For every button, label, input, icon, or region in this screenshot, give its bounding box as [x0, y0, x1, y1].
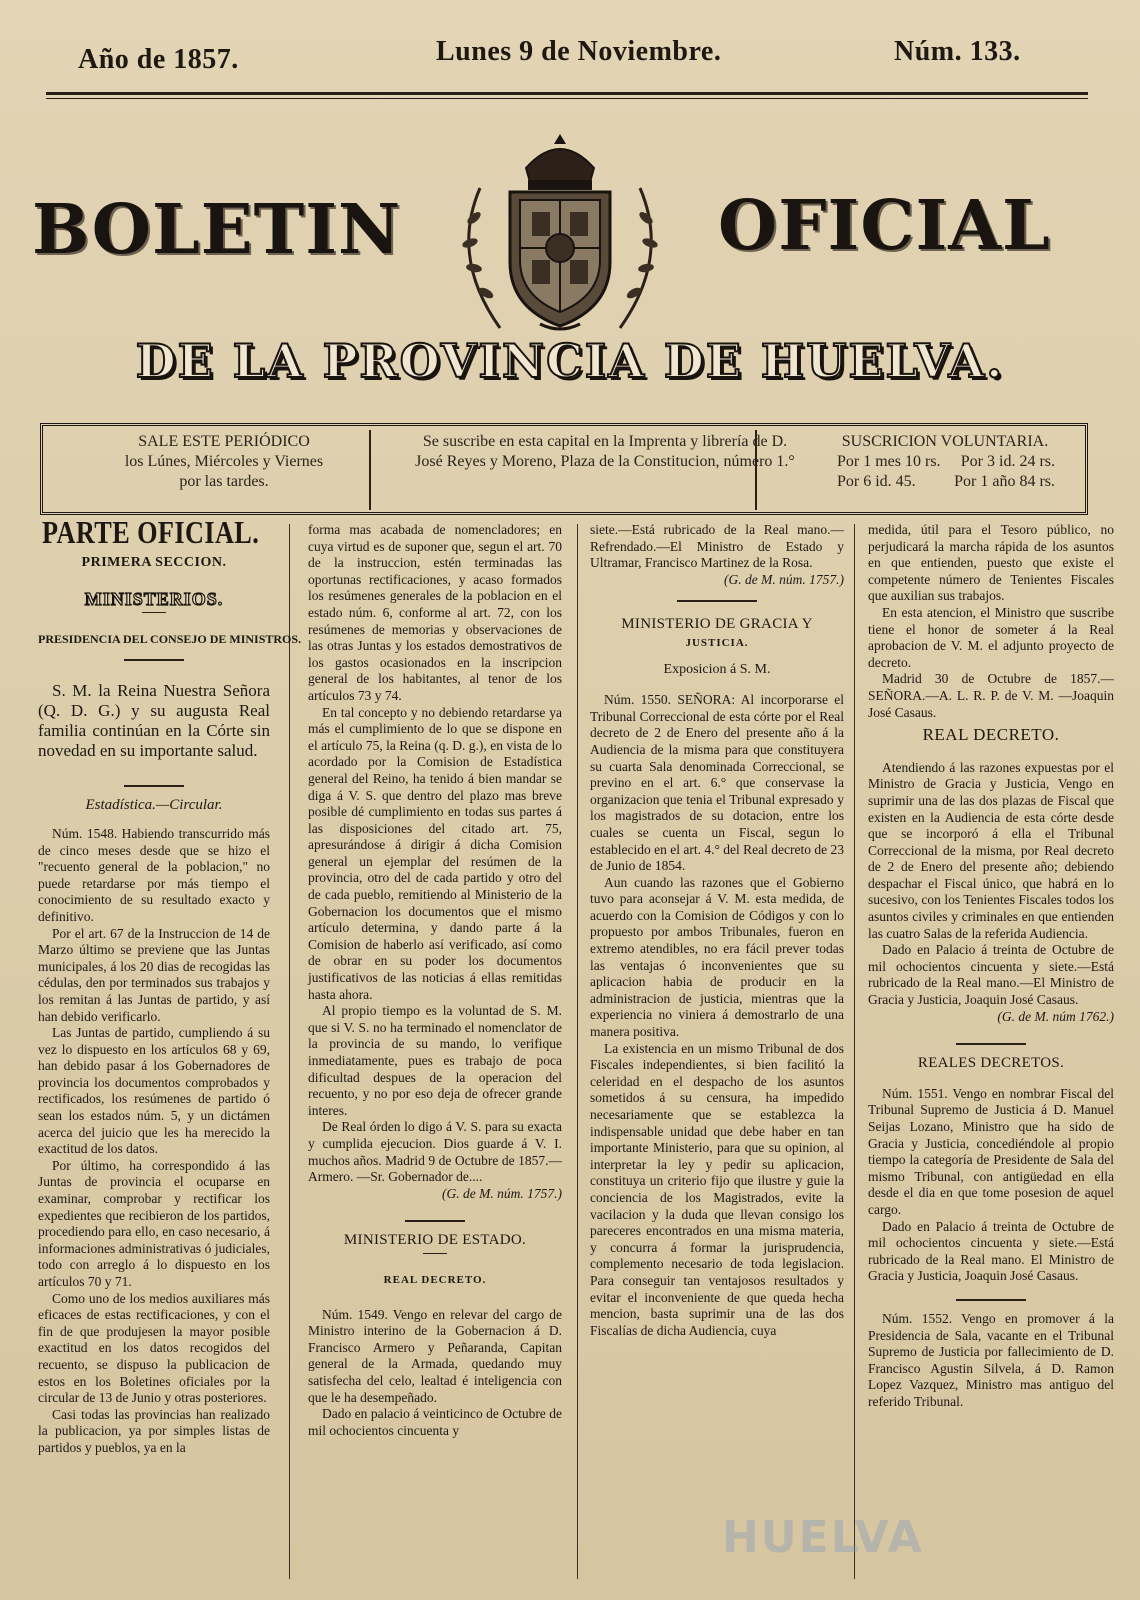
paragraph: siete.—Está rubricado de la Real mano.—Refrendado.—El Ministro de Estado y Ultramar, Francisco Martinez de la Rosa. [590, 522, 844, 571]
paragraph: forma mas acabada de nomencladores; en cuya virtud es de suponer que, segun el art. 70 de la instruccion, estén terminadas las oportunas rectificaciones, y acaso formados los resúmenes generales de la poblacion en el estado núm. 6, conforme al art. 72, con los resúmenes de memorias y observaciones de las otras Juntas y los estados demostrativos de los gastos ocasionados en la inscripcion general de los habitantes, al tenor de los artículos 73 y 74. [308, 522, 562, 703]
ministerio-estado-heading: MINISTERIO DE ESTADO. [343, 1232, 527, 1249]
royal-health-notice: S. M. la Reina Nuestra Señora (Q. D. G.) y su augusta Real familia continúan en la Córte sin novedad en su importante salud. [38, 681, 270, 761]
masthead-boletin: BOLETIN [32, 190, 402, 270]
paragraph: Aun cuando las razones que el Gobierno tuvo para aconsejar á V. M. esta medida, de acuerdo con la Comision de Códigos y con lo propuesto por ambos Tribunales, fueron en extremo atendibles, no era fácil prever todas las ventajas ó inconvenientes que su aplicacion habia de producir en la administracion de justicia, mientras que la experiencia no viniera á demostrarlo de una manera positiva. [590, 874, 844, 1040]
circular-heading: Estadística.—Circular. [85, 797, 223, 814]
paragraph: Núm. 1550. SEÑORA: Al incorporarse el Tribunal Correccional de esta córte por el Real decreto de 2 de Enero del presente año á la Audiencia de la misma para que constituyera su cuarta Sala denominada Correccional, se previno en el art. 6.° que conservase la organizacion que tenia el Tribunal expresado y los magistrados de su dotacion, entre los cuales se cuenta un Fiscal, segun lo establecido en el art. 4.° del Real decreto de 23 de Junio de 1854. [590, 692, 844, 874]
paragraph: Núm. 1548. Habiendo transcurrido más de cinco meses desde que se hizo el "recuento general de la poblacion," no puede retardarse por más tiempo el conocimiento de su resultado exacto y definitivo. [38, 825, 270, 924]
gaceta-reference: (G. de M. núm. 1757.) [724, 571, 844, 587]
paragraph: Por último, ha correspondido á las Juntas de provincia el ocuparse en examinar, comprobar y rectificar los expedientes que recibieron de los partidos, procediendo para ello, en caso necesario, á informaciones administrativas ó judiciales, todo con arreglo á lo dispuesto en los artículos 70 y 71. [38, 1157, 270, 1289]
divider [423, 1253, 447, 1254]
paragraph: Dado en Palacio á treinta de Octubre de mil ochocientos cincuenta y siete.—Está rubricado de la Real mano.—El Ministro de Gracia y Justicia, Joaquin José Casaus. [868, 942, 1114, 1008]
parte-oficial-heading: PARTE OFICIAL. [42, 514, 260, 550]
column-rule [577, 524, 578, 1579]
reales-decretos-heading: REALES DECRETOS. [917, 1055, 1065, 1072]
divider [142, 612, 166, 613]
prices-title: SUSCRICION VOLUNTARIA. [841, 433, 1049, 450]
masthead-oficial: OFICIAL [718, 186, 1051, 266]
divider [677, 600, 757, 602]
info-divider [369, 430, 371, 510]
column-2 [308, 522, 562, 1592]
paragraph: Al propio tiempo es la voluntad de S. M. que si V. S. no ha terminado el nomenclator de la provincia de su mando, lo verifique inmediatamente, pues es trabajo de poca dificultad despues de la operacion del recuento, y no por eso deja de ofrecer grande interes. [308, 1003, 562, 1118]
publication-schedule [59, 432, 389, 510]
paragraph: medida, útil para el Tesoro público, no perjudicará la marcha rápida de los asuntos en que entienden, puesto que existe el competente número de Tenientes Fiscales que auxilian sus trabajos. [868, 522, 1114, 604]
price-3-months: Por 3 id. 24 rs. [960, 453, 1055, 470]
top-rule [46, 92, 1088, 95]
divider [956, 1299, 1026, 1301]
ministerio-gracia-heading-line2: JUSTICIA. [685, 636, 749, 649]
section-heading: PRIMERA SECCION. [81, 554, 227, 570]
info-divider [755, 430, 757, 510]
schedule-title: SALE ESTE PERIÓDICO [138, 433, 310, 450]
masthead [0, 120, 1140, 410]
column-3 [590, 522, 844, 1592]
paragraph: La existencia en un mismo Tribunal de dos Fiscales independientes, si bien facilitó la celeridad en el despacho de los asuntos sometidos á su censura, ha impedido necesariamente que se establezca la indispensable unidad que debe haber en tan importante Ministerio, para que su opinion, al interpretar la ley y pedir su aplicacion, constituya un criterio fijo que ilustre y guie la conciencia de los Magistrados, evite la vacilacion y la duda que llevan consigo los pareceres encontrados en una misma materia, y concurra á formar la jurisprudencia, complemento necesario de toda legislacion. Para conseguir tan ventajosos resultados y evitar el inconveniente de que queda hecha mencion, basta suprimir una de las dos Fiscalías de dicha Audiencia, cuya [590, 1040, 844, 1338]
issue-date: Lunes 9 de Noviembre. [436, 36, 722, 67]
divider [956, 1043, 1026, 1045]
paragraph: Dado en Palacio á treinta de Octubre de mil ochocientos cincuenta y siete.—Está rubricado de la Real mano. El Ministro de Gracia y Justicia, Joaquin José Casaus. [868, 1218, 1114, 1284]
exposicion-heading: Exposicion á S. M. [663, 661, 771, 677]
price-6-months: Por 6 id. 45. [837, 473, 916, 490]
divider [124, 659, 184, 661]
real-decreto-heading: REAL DECRETO. [922, 725, 1060, 745]
schedule-days: los Lúnes, Miércoles y Viernes [124, 453, 324, 470]
column-rule [289, 524, 290, 1579]
presidencia-heading: PRESIDENCIA DEL CONSEJO DE MINISTROS. [38, 631, 302, 646]
divider [405, 1220, 465, 1222]
paragraph: Por el art. 67 de la Instruccion de 14 de Marzo último se previene que las Juntas municipales, á los 20 dias de recogidas las cédulas, den por terminados sus trabajos y los remitan á las Juntas de partido, y así han debido verificarlo. [38, 925, 270, 1024]
paragraph: Madrid 30 de Octubre de 1857.—SEÑORA.—A. L. R. P. de V. M. —Joaquin José Casaus. [868, 671, 1114, 720]
publication-info-box [40, 423, 1088, 515]
masthead-subtitle: DE LA PROVINCIA DE HUELVA. [135, 334, 1005, 388]
subscription-location: Se suscribe en esta capital en la Imprenta y librería de D. José Reyes y Moreno, Plaza de la Constitucion, número 1.° [415, 433, 795, 470]
top-rule-thin [46, 98, 1088, 99]
issue-year: Año de 1857. [78, 44, 239, 75]
divider [124, 785, 184, 787]
column-4 [868, 522, 1114, 1592]
ministerios-heading: MINISTERIOS. [84, 589, 224, 610]
gaceta-reference: (G. de M. núm 1762.) [997, 1008, 1114, 1024]
subscription-prices [811, 432, 1079, 510]
paragraph: Núm. 1552. Vengo en promover á la Presidencia de Sala, vacante en el Tribunal Supremo de Justicia por fallecimiento de D. Francisco Agustin Silvela, á D. Ramon Lopez Vazquez, Ministro mas antiguo del referido Tribunal. [868, 1310, 1114, 1409]
library-watermark: HUELVA [722, 1512, 924, 1563]
royal-crest-icon [440, 128, 680, 338]
paragraph: Dado en palacio á veinticinco de Octubre de mil ochocientos cincuenta y [308, 1406, 562, 1438]
paragraph: Núm. 1551. Vengo en nombrar Fiscal del Tribunal Supremo de Justicia á D. Manuel Seijas Lozano, Ministro que ha sido de Gracia y Justicia, concediéndole al propio tiempo la categoría de Presidente de Sala del mismo Tribunal, con antigüedad en ella desde el dia en que tome posesion de aquel cargo. [868, 1085, 1114, 1217]
gaceta-reference: (G. de M. núm. 1757.) [442, 1185, 562, 1201]
paragraph: Como uno de los medios auxiliares más eficaces de estas rectificaciones, y con el fin de que produjesen la mayor posible exactitud en los datos recogidos del recuento, se dispuso la publicacion de estos en los Boletines oficiales por la circular de 13 de Junio y otras posteriores. [38, 1290, 270, 1406]
paragraph: Núm. 1549. Vengo en relevar del cargo de Ministro interino de la Gobernacion á D. Francisco Armero y Peñaranda, Capitan general de la Armada, quedando muy satisfecha del celo, lealtad é inteligencia con que le ha desempeñado. [308, 1306, 562, 1405]
price-1-year: Por 1 año 84 rs. [954, 473, 1055, 490]
column-rule [854, 524, 855, 1579]
paragraph: Las Juntas de partido, cumpliendo á su vez lo dispuesto en los artículos 68 y 69, han debido pasar á los Gobernadores de provincia los documentos comprobados y rectificados, los resúmenes de partido ó sean los estados núm. 5, y un dictámen acerca del juicio que les ha merecido la exactitud de los datos. [38, 1025, 270, 1157]
dateline [0, 36, 1140, 76]
real-decreto-heading: REAL DECRETO. [383, 1273, 487, 1286]
ministerio-gracia-heading: MINISTERIO DE GRACIA Y [621, 616, 813, 633]
paragraph: En tal concepto y no debiendo retardarse ya más el cumplimiento de lo que se dispone en el artículo 75, la Reina (q. D. g.), en vista de lo acordado por la Comision de Estadística general del Reino, ha tenido á bien mandar se diga á V. S. que dentro del plazo mas breve posible dé cumplimiento en todas sus partes á las disposiciones del citado art. 75, apresurándose á dirigir á dicha Comision general un ejemplar del resúmen de la provincia, otro del de cada partido y otro del de cada pueblo, remitiendo al Ministerio de la Gobernacion los documentos que el mismo artículo determina, y dando parte á la Comision de haberlo así verificado, así como de obrar en su poder los documentos justificativos de las noticias á ellas remitidas hasta ahora. [308, 704, 562, 1002]
issue-number: Núm. 133. [894, 36, 1021, 67]
price-1-month: Por 1 mes 10 rs. [837, 453, 941, 470]
paragraph: Casi todas las provincias han realizado la publicacion, ya por simples listas de partidos y pueblos, ya en la [38, 1406, 270, 1455]
schedule-time: por las tardes. [179, 473, 269, 490]
column-1 [38, 514, 302, 1592]
paragraph: De Real órden lo digo á V. S. para su exacta y cumplida ejecucion. Dios guarde á V. I. muchos años. Madrid 9 de Octubre de 1857.—Armero. —Sr. Gobernador de.... [308, 1119, 562, 1185]
paragraph: Atendiendo á las razones expuestas por el Ministro de Gracia y Justicia, Vengo en suprimir una de las dos plazas de Fiscal que existen en la Audiencia de esta córte desde que se incorporó á ella el Tribunal Correccional de la misma, por Real decreto de 2 de Enero del presente año; debiendo despachar el Fiscal único, que habrá en lo sucesivo, con los Tenientes Fiscales todos los asuntos civiles y criminales en que entienden las cuatro Salas de la referida Audiencia. [868, 759, 1114, 941]
paragraph: En esta atencion, el Ministro que suscribe tiene el honor de someter á la Real aprobacion de V. M. el adjunto proyecto de decreto. [868, 604, 1114, 670]
